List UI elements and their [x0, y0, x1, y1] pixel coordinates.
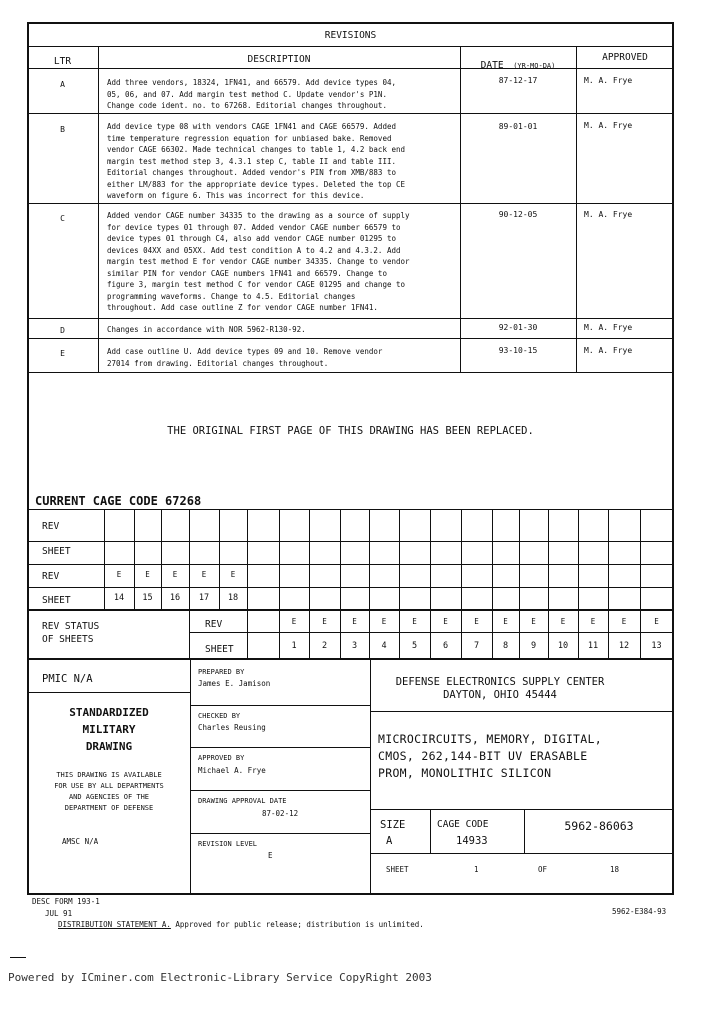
- prepared-name: James E. Jamison: [198, 679, 271, 688]
- size-value: A: [386, 835, 393, 847]
- checked-label: CHECKED BY: [198, 712, 241, 720]
- grid-rev-label-3: REV: [205, 619, 223, 630]
- of-label: OF: [538, 865, 548, 874]
- approval-date-label: DRAWING APPROVAL DATE: [198, 797, 287, 805]
- grid-sheet-cell: 13: [651, 641, 662, 651]
- grid-rev-cell: E: [590, 617, 596, 626]
- grid-rev-cell: E: [145, 570, 150, 579]
- approved-name: Michael A. Frye: [198, 766, 266, 775]
- approved-label: APPROVED BY: [198, 754, 245, 762]
- revisions-title: REVISIONS: [324, 30, 377, 41]
- header-ltr: LTR: [53, 56, 72, 67]
- rev-approved-e: M. A. Frye: [584, 346, 633, 355]
- distribution-statement: [58, 920, 424, 929]
- revision-level-label: REVISION LEVEL: [198, 840, 258, 848]
- grid-rev-cell: E: [116, 570, 122, 579]
- form-date: JUL 91: [45, 909, 73, 918]
- current-cage-code: CURRENT CAGE CODE 67268: [35, 494, 202, 508]
- grid-rev-cell: E: [621, 617, 627, 626]
- grid-rev-cell: E: [201, 570, 207, 579]
- rev-date-c: 90-12-05: [498, 210, 538, 219]
- approval-date: 87-02-12: [262, 809, 299, 818]
- header-date-label: DATE: [480, 60, 504, 71]
- drawing-title: MICROCIRCUITS, MEMORY, DIGITAL, CMOS, 262,144-BIT UV ERASABLE PROM, MONOLITHIC SILICON: [378, 732, 602, 780]
- grid-sheet-cell: 2: [321, 641, 328, 651]
- of-value: 18: [610, 865, 620, 874]
- rev-approved-d: M. A. Frye: [584, 323, 633, 332]
- drawing-number: 5962-86063: [564, 819, 634, 833]
- header-date: [460, 53, 576, 72]
- pmic-label: PMIC N/A: [42, 673, 93, 685]
- grid-sheet-cell: 8: [502, 641, 509, 651]
- form-number: DESC FORM 193-1: [32, 897, 100, 906]
- rev-desc-e: Add case outline U. Add device types 09 and 10. Remove vendor 27014 from drawing. Editorial changes throughout.: [107, 347, 383, 368]
- standardized-availability: THIS DRAWING IS AVAILABLE FOR USE BY ALL DEPARTMENTS AND AGENCIES OF THE DEPARTMENT OF DEFENSE: [54, 771, 164, 812]
- grid-sheet-cell: 10: [557, 641, 569, 651]
- grid-rev-cell: E: [381, 617, 387, 626]
- grid-sheet-cell: 4: [381, 641, 387, 651]
- amsc-label: AMSC N/A: [62, 837, 99, 846]
- standardized-title: STANDARDIZED MILITARY DRAWING: [69, 706, 149, 753]
- grid-sheet-cell: 11: [587, 641, 599, 651]
- grid-sheet-label-2: SHEET: [42, 595, 71, 606]
- cage-code-label: CAGE CODE: [437, 819, 489, 830]
- cage-code-value: 14933: [456, 835, 488, 847]
- checked-name: Charles Reusing: [198, 723, 266, 732]
- grid-sheet-cell: 14: [113, 593, 125, 603]
- grid-rev-label-1: REV: [42, 521, 60, 532]
- header-date-format: (YR-MO-DA): [513, 62, 556, 70]
- rev-approved-b: M. A. Frye: [584, 121, 633, 130]
- grid-rev-cell: E: [291, 617, 297, 626]
- grid-rev-cell: E: [412, 617, 417, 626]
- frame-right: [672, 22, 674, 894]
- rev-approved-c: M. A. Frye: [584, 210, 633, 219]
- grid-sheet-cell: 7: [473, 641, 480, 651]
- grid-sheet-cell: 9: [530, 641, 537, 651]
- prepared-label: PREPARED BY: [198, 668, 245, 676]
- rev-status-label: REV STATUS OF SHEETS: [42, 621, 100, 645]
- size-label: SIZE: [380, 819, 406, 831]
- rev-ltr-a: A: [60, 80, 65, 89]
- grid-rev-cell: E: [230, 570, 236, 579]
- rev-desc-d: Changes in accordance with NOR 5962-R130-92.: [107, 325, 306, 334]
- footer-dash: [10, 957, 26, 958]
- rev-date-d: 92-01-30: [498, 323, 538, 332]
- rev-approved-a: M. A. Frye: [584, 76, 633, 85]
- grid-sheet-label-3: SHEET: [205, 644, 234, 655]
- sheet-label: SHEET: [386, 865, 409, 874]
- sheet-value: 1: [474, 865, 479, 874]
- distribution-label: DISTRIBUTION STATEMENT A.: [58, 920, 171, 929]
- rev-ltr-e: E: [60, 349, 65, 358]
- grid-rev-label-2: REV: [42, 571, 60, 582]
- grid-rev-cell: E: [503, 617, 508, 626]
- grid-rev-cell: E: [531, 617, 536, 626]
- header-description: DESCRIPTION: [247, 54, 311, 65]
- grid-sheet-cell: 5: [411, 641, 418, 651]
- distribution-text: Approved for public release; distribution is unlimited.: [175, 920, 424, 929]
- revision-level: E: [268, 851, 273, 860]
- frame-bottom: [27, 893, 674, 895]
- grid-rev-cell: E: [172, 570, 178, 579]
- frame-left: [27, 22, 29, 894]
- grid-rev-cell: E: [474, 617, 479, 626]
- grid-rev-cell: E: [560, 617, 566, 626]
- rev-date-e: 93-10-15: [498, 346, 538, 355]
- grid-sheet-cell: 16: [169, 593, 181, 603]
- grid-sheet-cell: 15: [142, 593, 153, 603]
- rev-desc-c: Added vendor CAGE number 34335 to the drawing as a source of supply for device types 01 through 07. Added vendor CAGE number 66579 to device types 01 through C4, also add vendor CAGE number 01295 to devices 04XX and 05XX. Add test condition A to 4.2 and 4.3.2. Add margin test method E for vendor CAGE number 34335. Change to vendor similar PIN for vendor CAGE numbers 1FN41 and 66579. Change to figure 3, margin test method C for vendor CAGE 01295 and change to programming waveforms. Change to 4.5. Editorial changes throughout. Add case outline Z for vendor CAGE number 1FN41.: [107, 211, 410, 312]
- rev-desc-b: Add device type 08 with vendors CAGE 1FN41 and CAGE 66579. Added time temperature regression equation for unbiased bake. Removed vendor CAGE 66302. Made technical changes to table 1, 4.2 back end margin test method step 3, 4.3.1 step C, table II and table III. Editorial changes throughout. Added vendor's PIN from XMB/883 to either LM/883 for the appropriate device types. Deleted the top CE waveform on figure 6. This was incorrect for this device.: [107, 122, 406, 200]
- powered-by: Powered by ICminer.com Electronic-Library Service CopyRight 2003: [8, 971, 432, 984]
- frame-top: [27, 22, 674, 24]
- grid-sheet-cell: 3: [351, 641, 358, 651]
- grid-sheet-label-1: SHEET: [42, 546, 71, 557]
- grid-sheet-cell: 1: [291, 641, 297, 651]
- grid-sheet-cell: 6: [442, 641, 449, 651]
- replaced-notice: THE ORIGINAL FIRST PAGE OF THIS DRAWING HAS BEEN REPLACED.: [167, 425, 534, 437]
- rev-desc-a: Add three vendors, 18324, 1FN41, and 66579. Add device types 04, 05, 06, and 07. Add margin test method C. Update vendor's P1N. Change code ident. no. to 67268. Editorial changes throughout.: [107, 78, 396, 110]
- grid-rev-cell: E: [352, 617, 357, 626]
- grid-sheet-cell: 17: [198, 593, 210, 603]
- rev-ltr-c: C: [60, 214, 65, 223]
- doc-number: 5962-E384-93: [612, 907, 667, 916]
- grid-rev-cell: E: [322, 617, 327, 626]
- grid-rev-cell: E: [443, 617, 448, 626]
- grid-sheet-cell: 18: [227, 593, 239, 603]
- grid-sheet-cell: 12: [618, 641, 630, 651]
- grid-rev-cell: E: [654, 617, 659, 626]
- header-approved: APPROVED: [602, 52, 648, 63]
- rev-ltr-d: D: [60, 326, 65, 335]
- rev-date-b: 89-01-01: [498, 122, 538, 131]
- rev-ltr-b: B: [60, 125, 65, 134]
- agency-name: DEFENSE ELECTRONICS SUPPLY CENTER DAYTON, OHIO 45444: [395, 676, 605, 701]
- rev-date-a: 87-12-17: [498, 76, 538, 85]
